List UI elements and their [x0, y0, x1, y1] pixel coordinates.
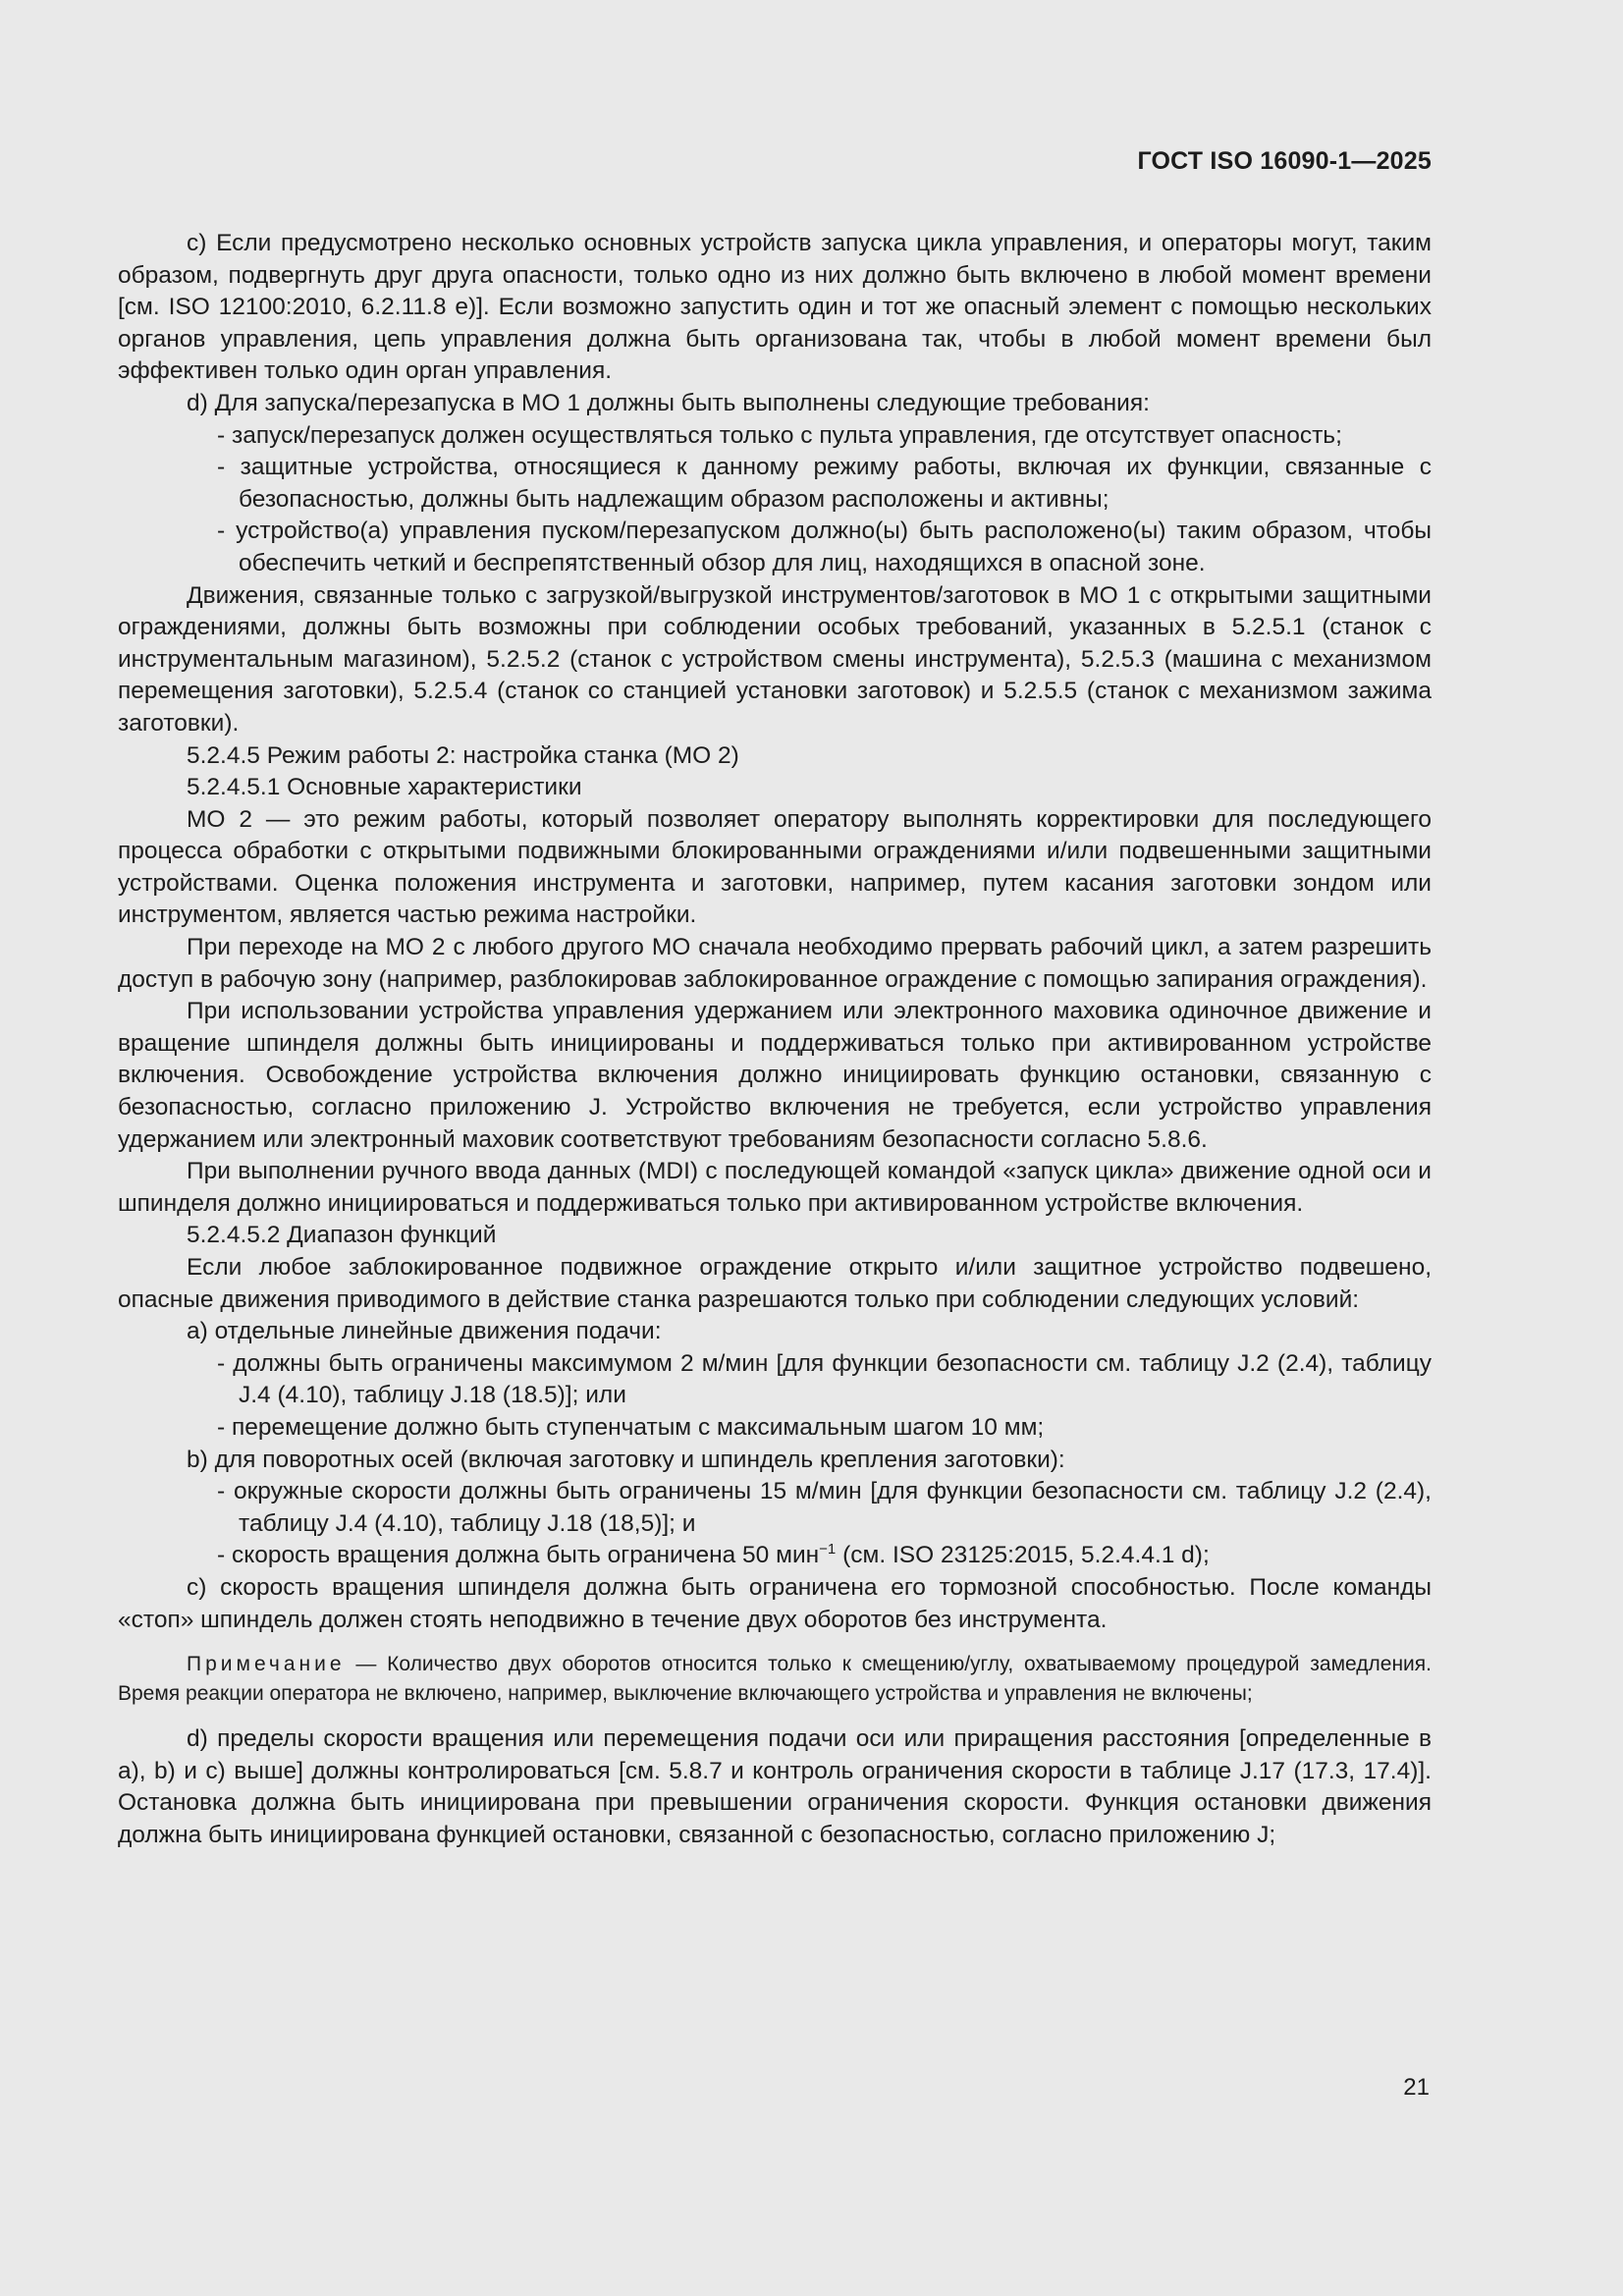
list-item: - окружные скорости должны быть ограничены 15 м/мин [для функции безопасности см. таблицу J.2 (2.4), таблицу J.4 (4.10), таблицу J.18 (18,5)]; и	[217, 1478, 1432, 1537]
list-item: - перемещение должно быть ступенчатым с максимальным шагом 10 мм;	[217, 1413, 1045, 1441]
paragraph-a: a) отдельные линейные движения подачи:	[187, 1318, 662, 1345]
document-header: ГОСТ ISO 16090-1—2025	[1137, 147, 1432, 175]
speed-reference: (см. ISO 23125:2015, 5.2.4.4.1 d);	[836, 1542, 1210, 1569]
list-item: - устройство(а) управления пуском/перезапуском должно(ы) быть расположено(ы) таким образом, чтобы обеспечить четкий и беспрепятственный обзор для лиц, находящихся в опасной зоне.	[217, 518, 1432, 576]
speed-text: - скорость вращения должна быть ограничена 50 мин	[217, 1542, 820, 1569]
list-item: - защитные устройства, относящиеся к данному режиму работы, включая их функции, связанные с безопасностью, должны быть надлежащим образом расположены и активны;	[217, 454, 1432, 513]
paragraph-holdrun: При использовании устройства управления удержанием или электронного маховика одиночное движение и вращение шпинделя должны быть инициированы и поддерживаться только при активированном устройстве включения. Освобождение устройства включения должно инициировать функцию остановки, связанную с безопасностью, согласно приложению J. Устройство включения не требуется, если устройство управления удержанием или электронный маховик соответствуют требованиям безопасности согласно 5.8.6.	[118, 998, 1432, 1153]
section-heading-5245: 5.2.4.5 Режим работы 2: настройка станка (МО 2)	[187, 741, 739, 769]
page-number: 21	[1403, 2074, 1430, 2101]
paragraph-movements: Движения, связанные только с загрузкой/выгрузкой инструментов/заготовок в МО 1 с открытыми защитными ограждениями, должны быть возможны при соблюдении особых требований, указанных в 5.2.5.1 (станок с инструментальным магазином), 5.2.5.2 (станок с устройством смены инструмента), 5.2.5.3 (машина с механизмом перемещения заготовки), 5.2.5.4 (станок со станцией установки заготовок) и 5.2.5.5 (станок с механизмом зажима заготовки).	[118, 581, 1432, 737]
paragraph-mdi: При выполнении ручного ввода данных (MDI) с последующей командой «запуск цикла» движение одной оси и шпинделя должно инициироваться и поддерживаться только при активированном устройстве включения.	[118, 1158, 1432, 1217]
section-heading-52451: 5.2.4.5.1 Основные характеристики	[187, 774, 582, 801]
speed-exponent: −1	[819, 1541, 837, 1558]
paragraph-b: b) для поворотных осей (включая заготовку и шпиндель крепления заготовки):	[187, 1446, 1065, 1473]
paragraph-transition: При переходе на МО 2 с любого другого МО сначала необходимо прервать рабочий цикл, а затем разрешить доступ в рабочую зону (например, разблокировав заблокированное ограждение с помощью запирания ограждения).	[118, 934, 1432, 993]
paragraph-mo2: МО 2 — это режим работы, который позволяет оператору выполнять корректировки для последующего процесса обработки с открытыми подвижными блокированными ограждениями и/или подвешенными защитными устройствами. Оценка положения инструмента и заготовки, например, путем касания заготовки зондом или инструментом, является частью режима настройки.	[118, 805, 1432, 929]
list-item: - должны быть ограничены максимумом 2 м/мин [для функции безопасности см. таблицу J.2 (2.4), таблицу J.4 (4.10), таблицу J.18 (18.5)]; или	[217, 1349, 1432, 1409]
list-item: - запуск/перезапуск должен осуществляться только с пульта управления, где отсутствует опасность;	[217, 421, 1342, 449]
paragraph-c2: c) скорость вращения шпинделя должна быть ограничена его тормозной способностью. После команды «стоп» шпиндель должен стоять неподвижно в течение двух оборотов без инструмента.	[118, 1573, 1432, 1633]
section-heading-52452: 5.2.4.5.2 Диапазон функций	[187, 1222, 497, 1249]
note-text: — Количество двух оборотов относится только к смещению/углу, охватываемому процедурой замедления. Время реакции оператора не включено, например, выключение включающего устройства и управления не включены;	[118, 1653, 1432, 1705]
paragraph-range: Если любое заблокированное подвижное ограждение открыто и/или защитное устройство подвешено, опасные движения приводимого в действие станка разрешаются только при соблюдении следующих условий:	[118, 1254, 1432, 1313]
note	[118, 1650, 1432, 1708]
note-label: Примечание	[187, 1653, 346, 1676]
paragraph-d2: d) пределы скорости вращения или перемещения подачи оси или приращения расстояния [определенные в a), b) и c) выше] должны контролироваться [см. 5.8.7 и контроль ограничения скорости в таблице J.17 (17.3, 17.4)]. Остановка должна быть инициирована при превышении ограничения скорости. Функция остановки движения должна быть инициирована функцией остановки, связанной с безопасностью, согласно приложению J;	[118, 1725, 1432, 1848]
list-item-speed	[118, 1540, 1432, 1572]
paragraph-c: c) Если предусмотрено несколько основных устройств запуска цикла управления, и операторы могут, таким образом, подвергнуть друг друга опасности, только одно из них должно быть включено в любой момент времени [см. ISO 12100:2010, 6.2.11.8 e)]. Если возможно запустить один и тот же опасный элемент с помощью нескольких органов управления, цепь управления должна быть организована так, чтобы в любой момент времени был эффективен только один орган управления.	[118, 230, 1432, 385]
page-body	[118, 228, 1432, 1852]
paragraph-d: d) Для запуска/перезапуска в МО 1 должны быть выполнены следующие требования:	[187, 389, 1150, 416]
